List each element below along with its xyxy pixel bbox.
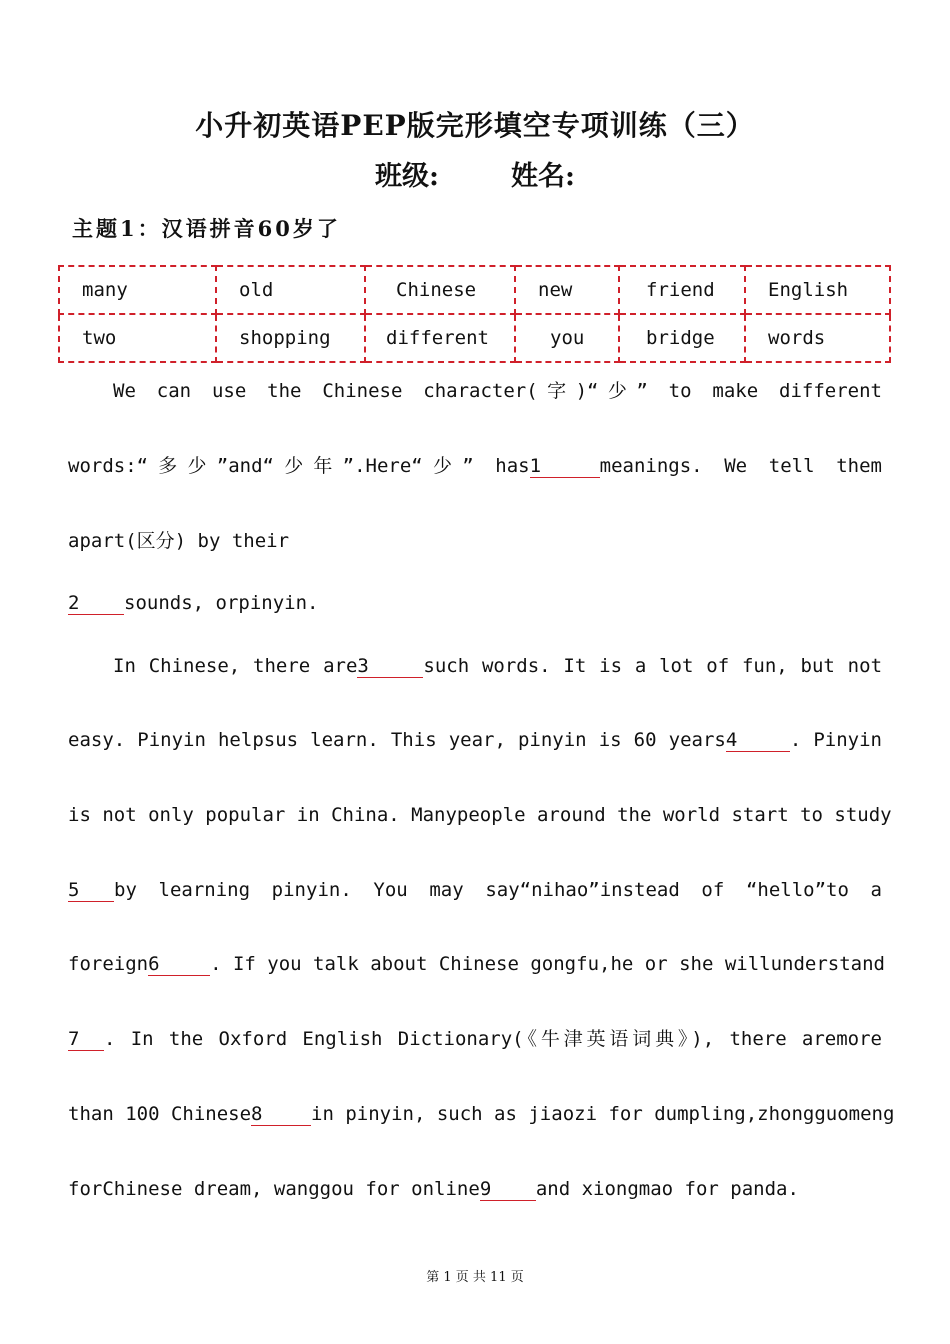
passage-line: forChinese dream, wanggou for online9 and xiongmao for panda. (68, 1178, 799, 1200)
blank-3: 3 (357, 655, 423, 678)
word-bank-cell: friend (619, 266, 745, 314)
page-footer: 第 1 页 共 11 页 (426, 1270, 524, 1285)
word-bank-cell: shopping (216, 314, 365, 362)
word-bank-cell: English (745, 266, 890, 314)
passage-line: is not only popular in China. Manypeople around the world start to study (68, 804, 892, 826)
word-bank-cell: new (515, 266, 619, 314)
passage-line: easy. Pinyin helpsus learn. This year, pinyin is 60 years4 . Pinyin (68, 729, 883, 751)
class-label: 班级: (375, 161, 439, 192)
word-bank-cell: different (365, 314, 515, 362)
passage-line: 2 sounds, orpinyin. (68, 592, 319, 614)
class-name-line (0, 154, 950, 193)
blank-6: 6 (148, 953, 210, 976)
word-bank-row (59, 266, 890, 314)
blank-7: 7 (68, 1028, 104, 1051)
topic-heading: 主题1：汉语拼音60岁了 (72, 216, 341, 241)
word-bank-cell: many (59, 266, 216, 314)
passage-line: We can use the Chinese character(字)“少” to make different (113, 380, 882, 402)
name-label: 姓名: (511, 161, 575, 192)
blank-5: 5 (68, 879, 114, 902)
word-bank-cell: Chinese (365, 266, 515, 314)
blank-9: 9 (480, 1178, 536, 1201)
blank-2: 2 (68, 592, 124, 615)
blank-1: 1 (530, 455, 600, 478)
passage-line: 7 . In the Oxford English Dictionary(《牛津英语词典》), there aremore (68, 1028, 882, 1050)
passage-line: In Chinese, there are3 such words. It is a lot of fun, but not (113, 655, 883, 677)
word-bank-cell: old (216, 266, 365, 314)
word-bank-table (58, 265, 891, 363)
document-title: 小升初英语PEP版完形填空专项训练（三） (195, 109, 755, 142)
blank-4: 4 (726, 729, 790, 752)
passage-line: 5 by learning pinyin. You may say“nihao”instead of “hello”to a (68, 879, 882, 901)
passage-line: foreign6 . If you talk about Chinese gongfu,he or she willunderstand (68, 953, 885, 975)
word-bank-cell: you (515, 314, 619, 362)
passage-line: apart(区分) by their (68, 530, 290, 552)
word-bank-cell: bridge (619, 314, 745, 362)
passage-line: than 100 Chinese8 in pinyin, such as jiaozi for dumpling,zhongguomeng (68, 1103, 895, 1125)
word-bank-cell: two (59, 314, 216, 362)
passage-line: words:“多少”and“少年”.Here“少” has1 meanings. We tell them (68, 455, 882, 477)
blank-8: 8 (251, 1103, 311, 1126)
word-bank-cell: words (745, 314, 890, 362)
